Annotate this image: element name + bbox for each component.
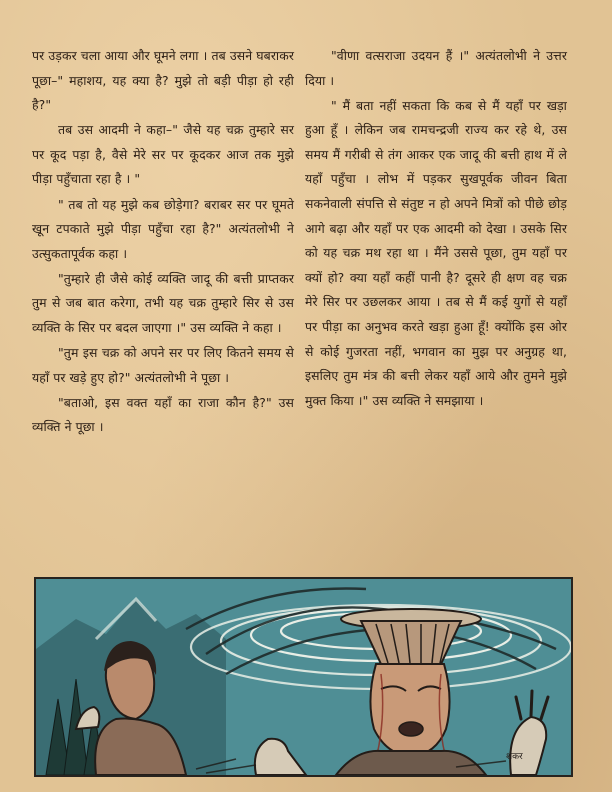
artist-signature: शंकर (506, 752, 523, 762)
right-column (305, 44, 567, 413)
paragraph: तब उस आदमी ने कहा–" जैसे यह चक्र तुम्हारे सर पर कूद पड़ा है, वैसे मेरे सर पर कूदकर आज तक मुझे पीड़ा पहुँचाता रहा है । " (32, 122, 294, 187)
paragraph: पर उड़कर चला आया और घूमने लगा । तब उसने घबराकर पूछा–" महाशय, यह क्या है? मुझे तो बड़ी पीड़ा हो रही है?" (32, 48, 294, 113)
illustration-art (36, 579, 571, 775)
left-column (32, 44, 294, 440)
paragraph: "तुम्हारे ही जैसे कोई व्यक्ति जादू की बत्ती प्राप्तकर तुम से जब बात करेगा, तभी यह चक्र तुम्हारे सिर से उस व्यक्ति के सिर पर बदल जाएगा ।" उस व्यक्ति ने कहा । (32, 270, 294, 336)
paragraph: "वीणा वत्सराजा उदयन हैं ।" अत्यंतलोभी ने उत्तर दिया । (305, 48, 567, 88)
story-illustration (34, 577, 573, 777)
paragraph: "तुम इस चक्र को अपने सर पर लिए कितने समय से यहाँ पर खड़े हुए हो?" अत्यंतलोभी ने पूछा । (32, 345, 294, 385)
paragraph: " तब तो यह मुझे कब छोड़ेगा? बराबर सर पर घूमते खून टपकाते मुझे पीड़ा पहुँचा रहा है?" अत्यंतलोभी ने उत्सुकतापूर्वक कहा । (32, 196, 294, 261)
paragraph: " मैं बता नहीं सकता कि कब से मैं यहाँ पर खड़ा हुआ हूँ । लेकिन जब रामचन्द्रजी राज्य कर रहे थे, उस समय मैं गरीबी से तंग आकर एक जादू की बत्ती हाथ में ले यहाँ पहुँचा । लोभ में पड़कर सुखपूर्वक जीवन बिता सकनेवाली संपत्ति से संतुष्ट न हो अपने मित्रों को पीछे छोड़ आगे बढ़ा और यहाँ पर एक आदमी को देखा । उसके सिर को यह चक्र मथ रहा था । मैंने उससे पूछा, तुम यहाँ पर क्यों हो? क्या यहाँ कहीं पानी है? दूसरे ही क्षण वह चक्र मेरे सिर पर उछलकर आया । तब से मैं कई युगों से यहाँ पर पीड़ा का अनुभव करते खड़ा हुआ हूँ! क्योंकि इस ओर से कोई गुजरता नहीं, भगवान का मुझ पर अनुग्रह था, इसलिए तुम मंत्र की बत्ती लेकर यहाँ आये और तुमने मुझे मुक्त किया ।" उस व्यक्ति ने समझाया । (305, 97, 567, 408)
paragraph: "बताओ, इस वक्त यहाँ का राजा कौन है?" उस व्यक्ति ने पूछा । (32, 394, 294, 435)
